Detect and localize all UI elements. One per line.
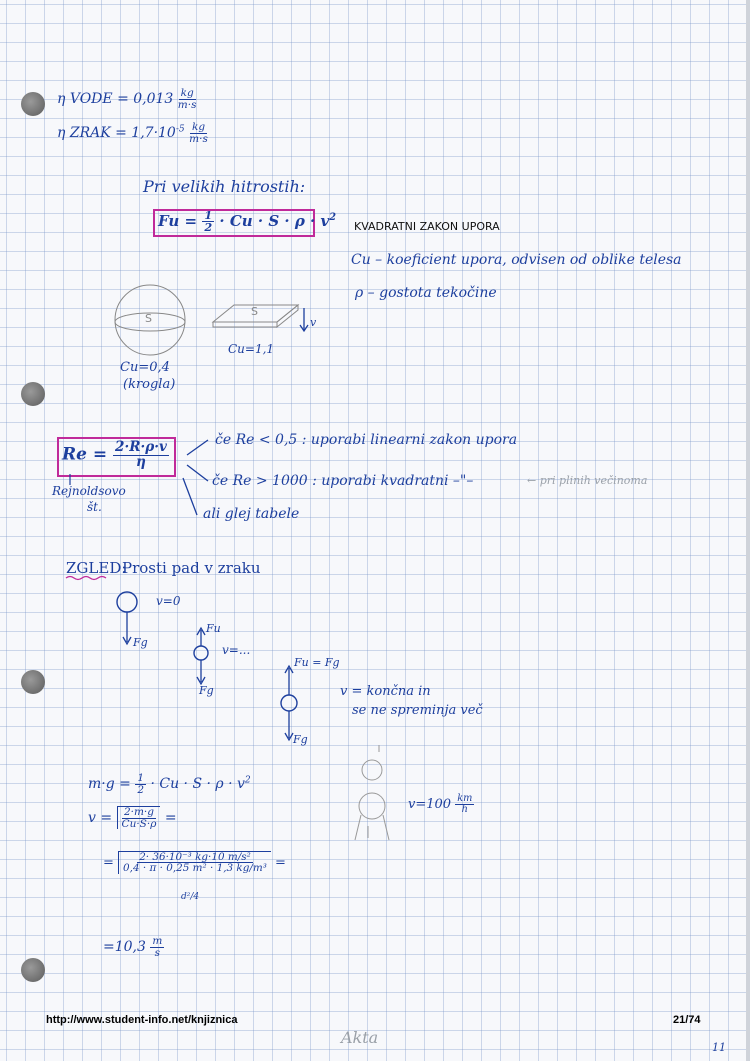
high-speed-heading: Pri velikih hitrostih: bbox=[143, 177, 306, 196]
ball3-velocity-1: v = končna in bbox=[340, 684, 431, 699]
drag-formula: Fu = $\frac{1}{2}$ · $Cu \cdot S \cdot \rho \cdot v^2$ bbox=[158, 208, 336, 235]
rho-definition: ρ – gostota tekočine bbox=[355, 285, 497, 301]
cu-definition: Cu – koeficient upora, odvisen od oblike telesa bbox=[351, 252, 682, 268]
sphere-area-label: S bbox=[145, 312, 152, 325]
reynolds-case-linear: če Re < 0,5 : uporabi linearni zakon upora bbox=[215, 432, 518, 448]
sphere-name: (krogla) bbox=[123, 377, 176, 392]
reynolds-case-tables: ali glej tabele bbox=[203, 506, 300, 522]
ball1-velocity: v=0 bbox=[156, 594, 181, 608]
quadratic-law-label: KVADRATNI ZAKON UPORA bbox=[354, 220, 500, 233]
equation-result: =10,3 $\frac{m}{s}$ bbox=[103, 935, 163, 959]
equation-2: v = $\frac{2\cdot m\cdot g}{Cu\cdot S\cdot\rho}$ = bbox=[88, 806, 177, 830]
sphere-cu: Cu=0,4 bbox=[120, 360, 170, 375]
reynolds-formula: Re = $\frac{2\cdot R\cdot\rho\cdot v}{\eta}$ bbox=[62, 439, 167, 470]
reynolds-case-quadratic: če Re > 1000 : uporabi kvadratni –"– bbox=[212, 473, 474, 489]
equation-1: m·g = $\frac{1}{2}$ · $Cu \cdot S \cdot \rho \cdot v^2$ bbox=[88, 772, 251, 796]
footer-url: http://www.student-info.net/knjiznica bbox=[46, 1014, 238, 1026]
skydiver-velocity: v=100 $\frac{km}{h}$ bbox=[408, 793, 473, 815]
ball3-velocity-2: se ne spreminja več bbox=[352, 703, 483, 718]
page-number: 11 bbox=[712, 1041, 726, 1054]
plate-cu: Cu=1,1 bbox=[228, 342, 275, 356]
ball2-velocity: v=... bbox=[222, 643, 251, 657]
equation-3: = $\frac{\text{2· 36·10⁻³ kg·10 m/s²}}{\text{0,4 · π · 0,25 m² · 1,3 kg/m³}}$ = bbox=[103, 851, 286, 875]
ball1-gravity-label: Fg bbox=[133, 636, 148, 649]
reynolds-gas-note: ← pri plinih večinoma bbox=[527, 474, 648, 487]
equation-3-area-note: d²/4 bbox=[181, 892, 200, 902]
reynolds-name-1: Rejnoldsovo bbox=[52, 484, 126, 498]
ball3-drag-label: Fu = Fg bbox=[294, 656, 340, 669]
example-label: ZGLED: bbox=[66, 559, 127, 577]
reynolds-name-2: št. bbox=[87, 500, 102, 514]
ball2-drag-label: Fu bbox=[206, 622, 221, 635]
eta-air: η ZRAK = $1,7\cdot 10^{-5}$ $\frac{kg}{m\cdot s}$ bbox=[57, 121, 208, 145]
plate-velocity-label: v bbox=[310, 316, 317, 329]
ball2-gravity-label: Fg bbox=[199, 684, 214, 697]
plate-area-label: S bbox=[251, 305, 258, 318]
example-title: Prosti pad v zraku bbox=[122, 559, 261, 577]
brand-watermark: Akta bbox=[341, 1028, 379, 1047]
footer-page: 21/74 bbox=[673, 1014, 701, 1026]
ball3-gravity-label: Fg bbox=[293, 733, 308, 746]
eta-water: η VODE = 0,013 $\frac{kg}{m\cdot s}$ bbox=[57, 87, 197, 111]
